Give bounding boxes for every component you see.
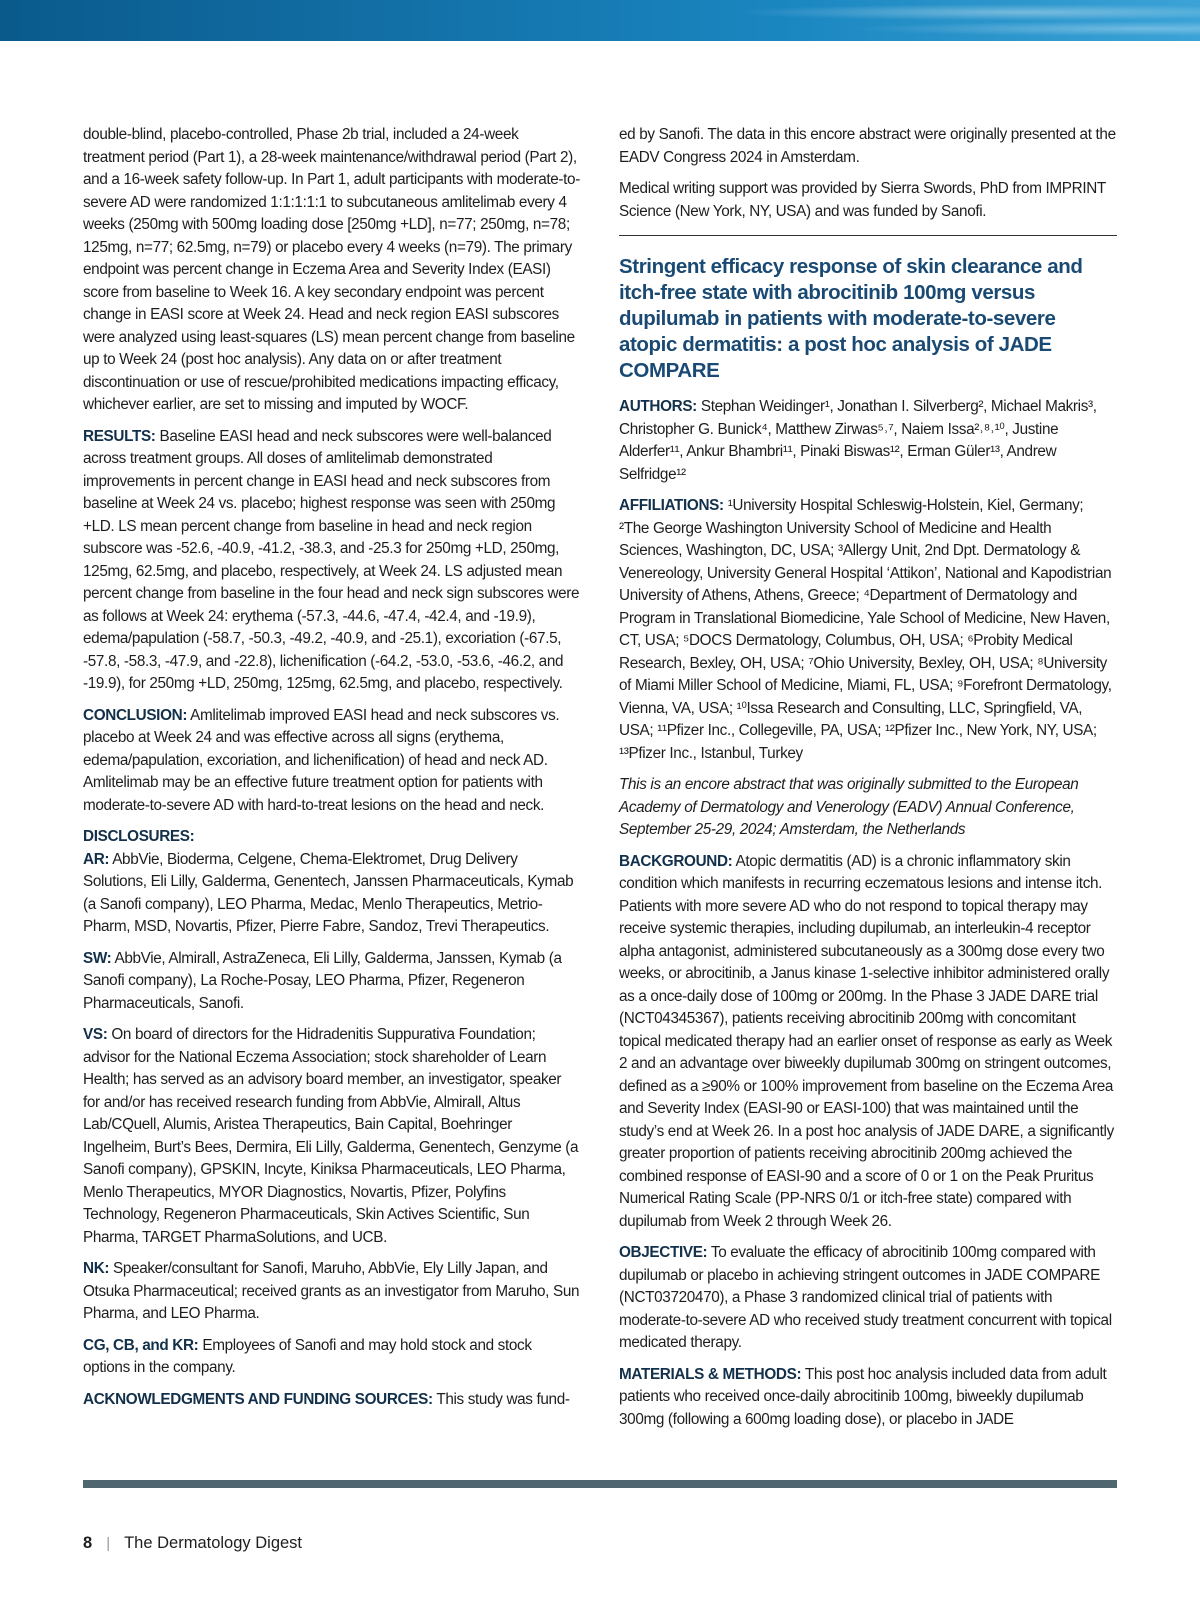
background-label: BACKGROUND: <box>619 852 733 870</box>
cg-label: CG, CB, and KR: <box>83 1336 199 1354</box>
conclusion-label: CONCLUSION: <box>83 706 188 724</box>
disclosures-label: DISCLOSURES: <box>83 828 195 845</box>
writing-support-paragraph: Medical writing support was provided by Sierra Swords, PhD from IMPRINT Science (New York, NY, USA) and was funded by Sanofi. <box>619 180 1106 220</box>
nk-text: Speaker/consultant for Sanofi, Maruho, AbbVie, Ely Lilly Japan, and Otsuka Pharmaceutical; received grants as an investigator from Maruho, Sun Pharma, and LEO Pharma. <box>83 1260 580 1322</box>
objective-label: OBJECTIVE: <box>619 1244 708 1261</box>
vs-label: VS: <box>83 1026 108 1043</box>
left-column <box>83 124 580 1420</box>
sw-label: SW: <box>83 949 112 967</box>
disclosure-cg <box>83 1335 580 1380</box>
methods-section <box>619 1364 1117 1432</box>
acknowledgments-section <box>83 1389 580 1412</box>
disclosure-nk <box>83 1258 580 1326</box>
nk-label: NK: <box>83 1260 110 1277</box>
publication-name: The Dermatology Digest <box>124 1534 303 1552</box>
encore-note: This is an encore abstract that was originally submitted to the European Academy of Dermatology and Venerology (EADV) Annual Conference, September 25-29, 2024; Amsterdam, the Netherlands <box>619 776 1079 838</box>
background-section <box>619 851 1117 1234</box>
continuation-paragraph: ed by Sanofi. The data in this encore abstract were originally presented at the EADV Congress 2024 in Amsterdam. <box>619 126 1116 166</box>
disclosure-ar <box>83 849 580 939</box>
objective-text: To evaluate the efficacy of abrocitinib 100mg compared with dupilumab or placebo in achieving stringent outcomes in JADE COMPARE (NCT03720470), a Phase 3 randomized clinical trial of patients with moderate-to-severe AD who received study treatment concurrent with topical medicated therapy. <box>619 1244 1112 1351</box>
objective-section <box>619 1242 1117 1355</box>
results-section <box>83 426 580 696</box>
disclosure-sw <box>83 948 580 1016</box>
disclosures-section <box>83 826 580 849</box>
disclosure-vs <box>83 1024 580 1249</box>
page-footer <box>83 1534 302 1553</box>
affiliations-section <box>619 495 1117 765</box>
ack-label: ACKNOWLEDGMENTS AND FUNDING SOURCES: <box>83 1390 433 1408</box>
right-column <box>619 124 1117 1440</box>
conclusion-text: Amlitelimab improved EASI head and neck subscores vs. placebo at Week 24 and was effective across all signs (erythema, edema/papulation, excoriation, and lichenification) of head and neck AD. Amlitelimab may be an effective future treatment option for patients with moderate-to-severe AD with hard-to-treat lesions on the head and neck. <box>83 706 560 814</box>
intro-paragraph: double-blind, placebo-controlled, Phase 2b trial, included a 24-week treatment period (Part 1), a 28-week maintenance/withdrawal period (Part 2), and a 16-week safety follow-up. In Part 1, adult participants with moderate-to-severe AD were randomized 1:1:1:1:1 to subcutaneous amlitelimab every 4 weeks (250mg with 500mg loading dose [250mg +LD], n=77; 250mg, n=78; 125mg, n=77; 62.5mg, n=79) or placebo every 4 weeks (n=79). The primary endpoint was percent change in Eczema Area and Severity Index (EASI) score from baseline to Week 16. A key secondary endpoint was percent change in EASI score at Week 24. Head and neck region EASI subscores were analyzed using least-squares (LS) mean percent change from baseline up to Week 24 (post hoc analysis). Any data on or after treatment discontinuation or use of rescue/prohibited medications impacting efficacy, whichever earlier, are set to missing and imputed by WOCF. <box>83 126 580 413</box>
page-number: 8 <box>83 1534 93 1552</box>
background-text: Atopic dermatitis (AD) is a chronic inflammatory skin condition which manifests in recurring eczematous lesions and intense itch. Patients with more severe AD who do not respond to topical therapy may receive systemic therapies, including dupilumab, an interleukin-4 receptor alpha antagonist, administered subcutaneously as a 300mg dose every two weeks, or abrocitinib, a Janus kinase 1-selective inhibitor administered orally as a once-daily dose of 100mg or 200mg. In the Phase 3 JADE DARE trial (NCT04345367), patients receiving abrocitinib 200mg with concomitant topical medicated therapy had an earlier onset of response as early as Week 2 and an advantage over biweekly dupilumab 300mg on stringent outcomes, defined as a ≥90% or 100% improvement from baseline on the Eczema Area and Severity Index (EASI-90 or EASI-100) that was maintained until the study’s end at Week 26. In a post hoc analysis of JADE DARE, a significantly greater proportion of patients receiving abrocitinib 200mg achieved the combined response of EASI-90 and a score of 0 or 1 on the Peak Pruritus Numerical Rating Scale (PP-NRS 0/1 or itch-free state) compared with dupilumab from Week 2 through Week 26. <box>619 852 1114 1230</box>
ack-text: This study was fund- <box>436 1390 570 1408</box>
authors-text: Stephan Weidinger¹, Jonathan I. Silverberg², Michael Makris³, Christopher G. Bunick⁴, Matthew Zirwas⁵˒⁷, Naiem Issa²˒⁸˒¹⁰, Justine Alderfer¹¹, Ankur Bhambri¹¹, Pinaki Biswas¹², Erman Güler¹³, Andrew Selfridge¹² <box>619 398 1097 483</box>
methods-text: This post hoc analysis included data from adult patients who received once-daily abrocitinib 100mg, biweekly dupilumab 300mg (following a 600mg loading dose), or placebo in JADE <box>619 1365 1107 1428</box>
ar-text: AbbVie, Bioderma, Celgene, Chema-Elektromet, Drug Delivery Solutions, Eli Lilly, Galderma, Genentech, Janssen Pharmaceuticals, Kymab (a Sanofi company), LEO Pharma, Medac, Menlo Therapeutics, Metrio-Pharm, MSD, Novartis, Pfizer, Pierre Fabre, Sandoz, Trevi Therapeutics. <box>83 850 574 935</box>
authors-section <box>619 396 1117 486</box>
conclusion-section <box>83 705 580 818</box>
cg-text: Employees of Sanofi and may hold stock and stock options in the company. <box>83 1336 532 1376</box>
affiliations-label: AFFILIATIONS: <box>619 497 724 514</box>
methods-label: MATERIALS & METHODS: <box>619 1365 802 1383</box>
vs-text: On board of directors for the Hidradenitis Suppurativa Foundation; advisor for the National Eczema Association; stock shareholder of Learn Health; has served as an advisory board member, an investigator, speaker for and/or has received research funding from AbbVie, Almirall, Altus Lab/CQuell, Alumis, Aristea Therapeutics, Bain Capital, Boehringer Ingelheim, Burt’s Bees, Dermira, Eli Lilly, Galderma, Genentech, Genzyme (a Sanofi company), GPSKIN, Incyte, Kiniksa Pharmaceuticals, LEO Pharma, Menlo Therapeutics, MYOR Diagnostics, Novartis, Pfizer, Polyfins Technology, Regeneron Pharmaceuticals, Skin Actives Scientific, Sun Pharma, TARGET PharmaSolutions, and UCB. <box>83 1026 579 1246</box>
footer-bar <box>83 1480 1117 1488</box>
ar-label: AR: <box>83 850 110 868</box>
section-divider <box>619 235 1117 236</box>
results-label: RESULTS: <box>83 427 156 445</box>
results-text: Baseline EASI head and neck subscores were well-balanced across treatment groups. All doses of amlitelimab demonstrated improvements in percent change in EASI head and neck subscores from baseline at Week 24 vs. placebo; highest response was seen with 250mg +LD. LS mean percent change from baseline in head and neck region subscore was -52.6, -40.9, -41.2, -38.3, and -25.3 for 250mg +LD, 250mg, 125mg, 62.5mg, and placebo, respectively, at Week 24. LS adjusted mean percent change from baseline in the four head and neck sign subscores were as follows at Week 24: erythema (-57.3, -44.6, -47.4, -42.4, and -19.9), edema/papulation (-58.7, -50.3, -49.2, -40.9, and -25.1), excoriation (-67.5, -57.8, -58.3, -47.9, and -22.8), lichenification (-64.2, -53.0, -53.6, -46.2, and -19.9), for 250mg +LD, 250mg, 125mg, 62.5mg, and placebo, respectively. <box>83 427 580 692</box>
footer-separator: | <box>106 1535 111 1552</box>
authors-label: AUTHORS: <box>619 398 697 415</box>
ocean-banner <box>0 0 1200 41</box>
sw-text: AbbVie, Almirall, AstraZeneca, Eli Lilly, Galderma, Janssen, Kymab (a Sanofi company), La Roche-Posay, LEO Pharma, Pfizer, Regeneron Pharmaceuticals, Sanofi. <box>83 949 562 1012</box>
article-title: Stringent efficacy response of skin clearance and itch-free state with abrocitinib 100mg versus dupilumab in patients with moderate-to-severe atopic dermatitis: a post hoc analysis of JADE COMPARE <box>619 255 1083 382</box>
affiliations-text: ¹University Hospital Schleswig-Holstein, Kiel, Germany; ²The George Washington University School of Medicine and Health Sciences, Washington, DC, USA; ³Allergy Unit, 2nd Dpt. Dermatology & Venereology, University General Hospital ‘Attikon’, National and Kapodistrian University of Athens, Athens, Greece; ⁴Department of Dermatology and Program in Translational Biomedicine, Yale School of Medicine, New Haven, CT, USA; ⁵DOCS Dermatology, Columbus, OH, USA; ⁶Probity Medical Research, Bexley, OH, USA; ⁷Ohio University, Bexley, OH, USA; ⁸University of Miami Miller School of Medicine, Miami, FL, USA; ⁹Forefront Dermatology, Vienna, VA, USA; ¹⁰Issa Research and Consulting, LLC, Springfield, VA, USA; ¹¹Pfizer Inc., Collegeville, PA, USA; ¹²Pfizer Inc., New York, NY, USA; ¹³Pfizer Inc., Istanbul, Turkey <box>619 497 1112 762</box>
